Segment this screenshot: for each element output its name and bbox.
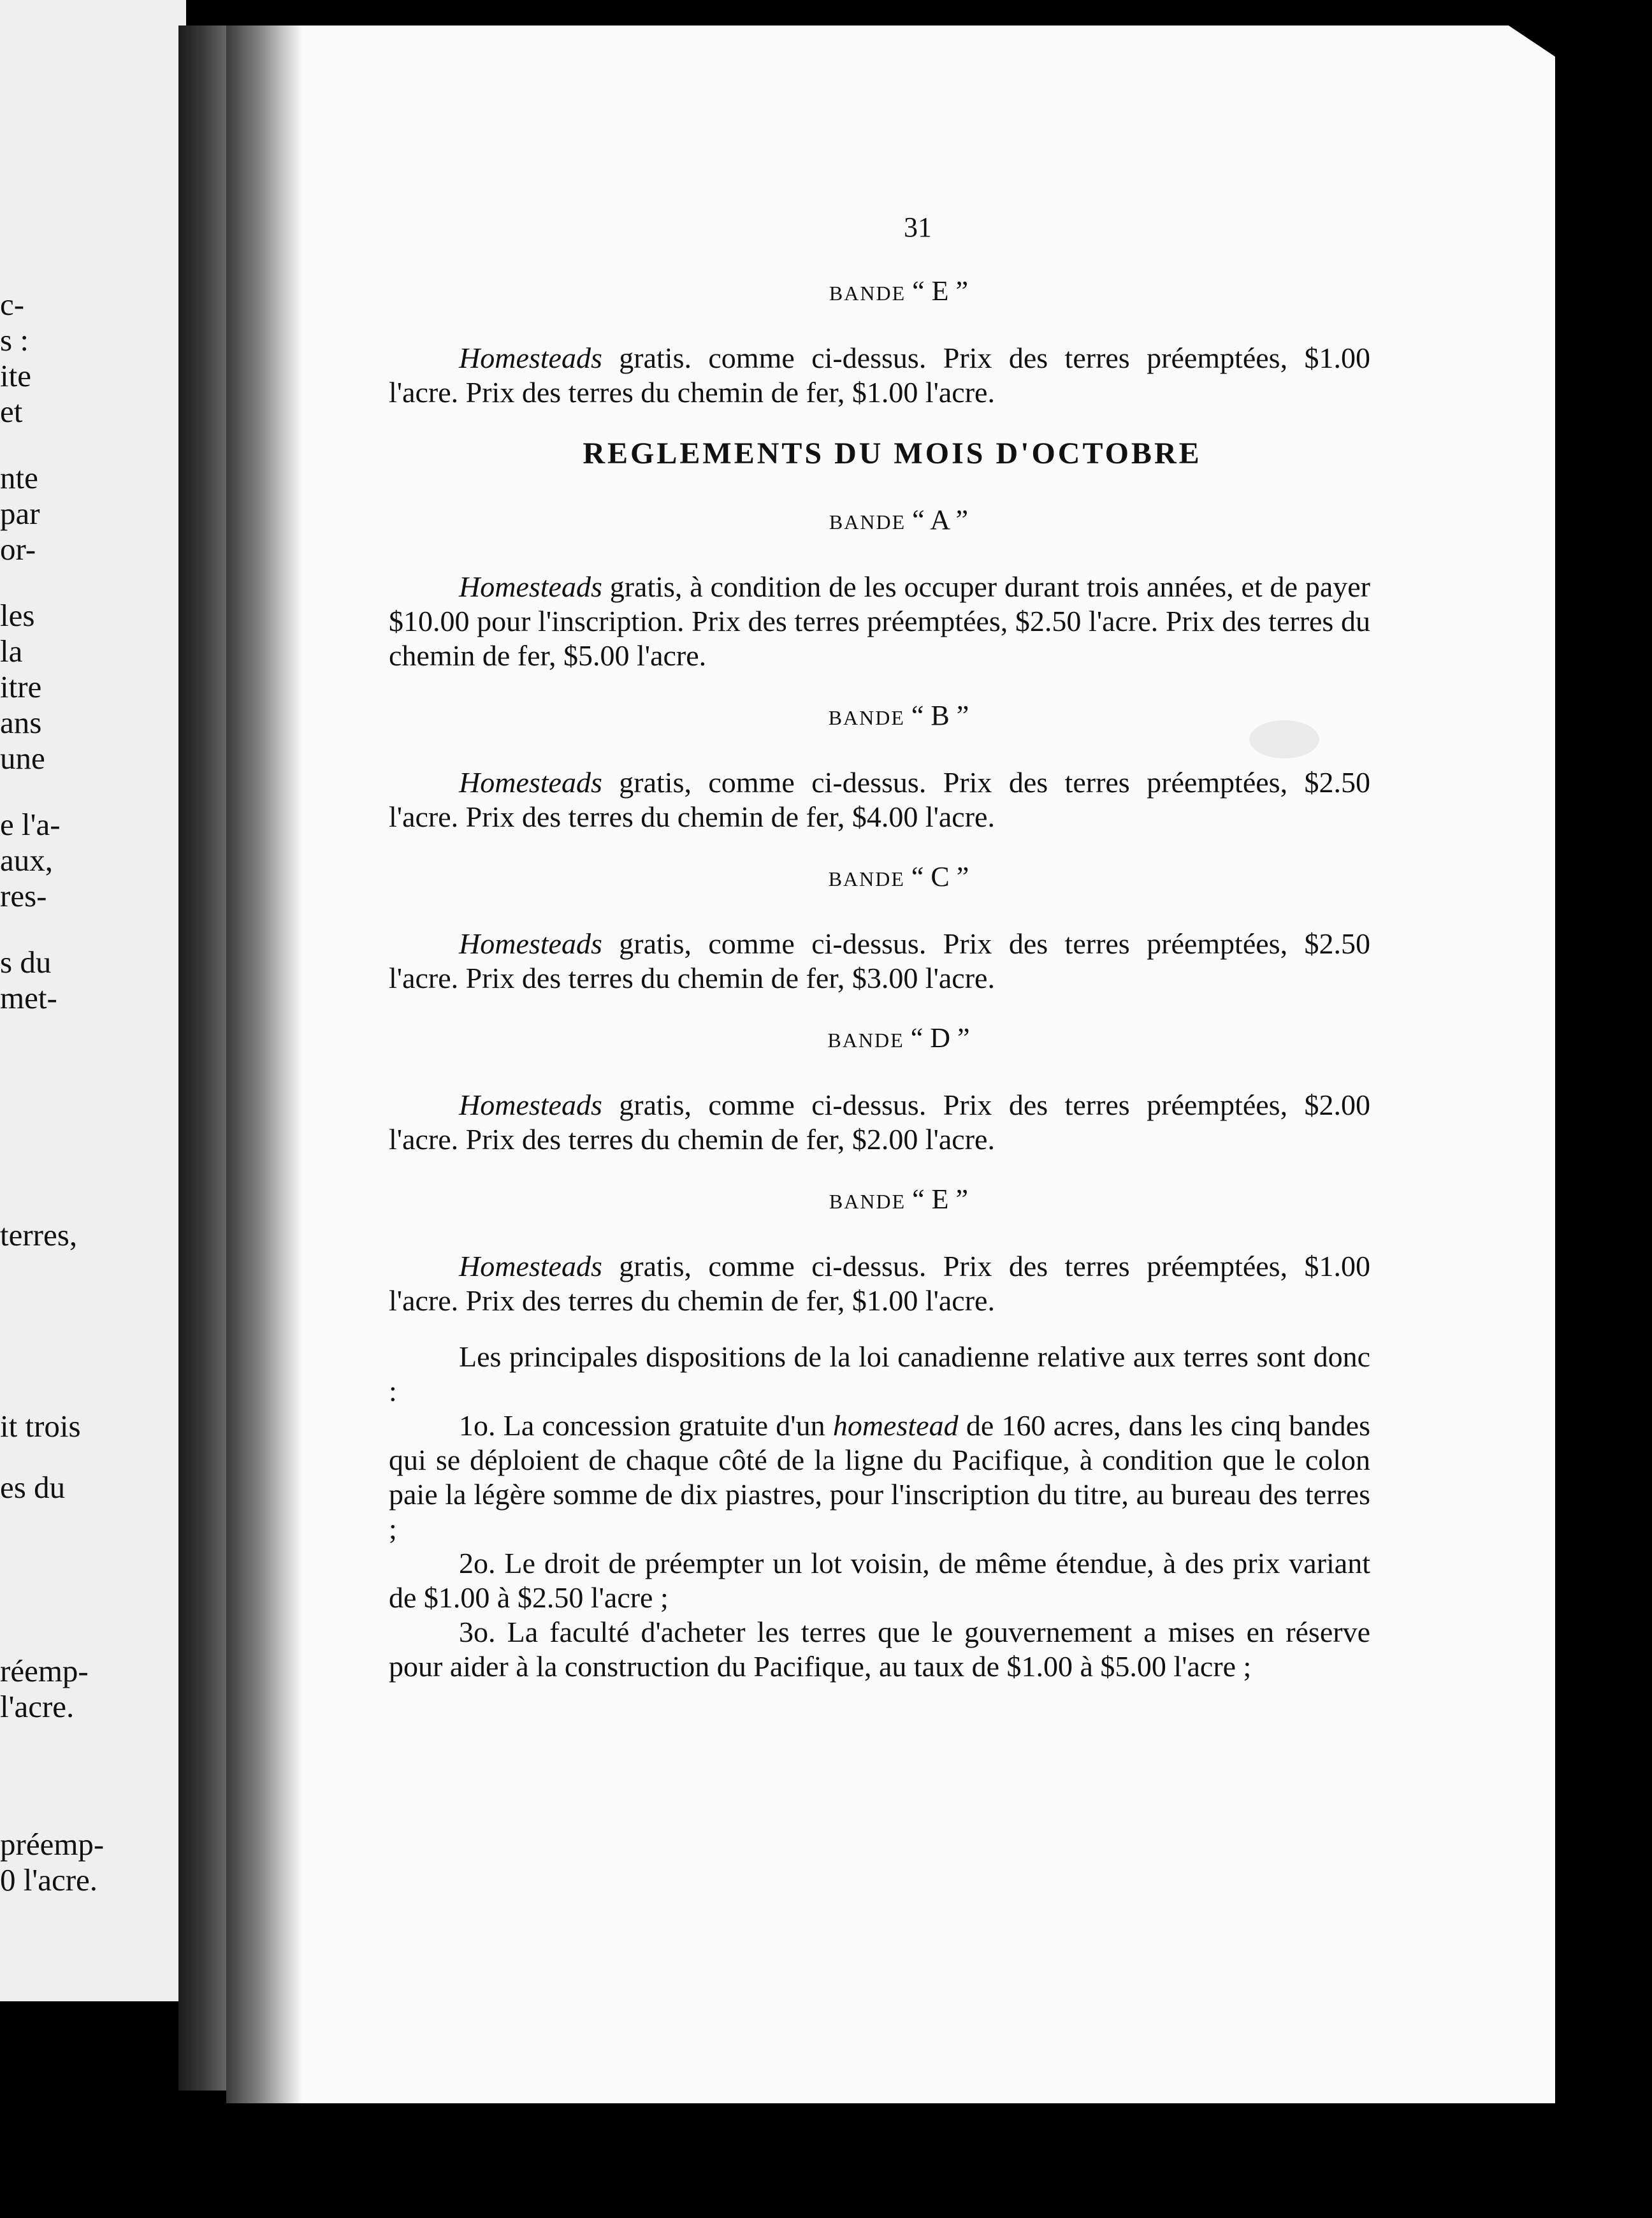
- homesteads-term: Homesteads: [459, 570, 602, 603]
- band-heading: [389, 860, 1370, 896]
- left-page-fragment: e l'a-: [0, 807, 61, 842]
- left-page-fragment: ans: [0, 705, 42, 740]
- left-page-fragment: par: [0, 496, 40, 531]
- paragraph-text: gratis, comme ci-dessus. Prix des terres préemptées, $2.00 l'acre. Prix des terres du chemin de fer, $2.00 l'acre.: [389, 1089, 1370, 1156]
- band-label: BANDE: [828, 867, 905, 890]
- provision-1-a: 1o. La concession gratuite d'un: [459, 1409, 833, 1442]
- band-letter: “ E ”: [912, 1184, 969, 1215]
- closing-intro: Les principales dispositions de la loi canadienne relative aux terres sont donc :: [389, 1340, 1370, 1407]
- provision-1: [389, 1409, 1370, 1546]
- page-content: [389, 210, 1370, 1684]
- left-page-fragment: et: [0, 394, 23, 429]
- paragraph-text: gratis. comme ci-dessus. Prix des terres préemptées, $1.00 l'acre. Prix des terres du chemin de fer, $1.00 l'acre.: [389, 342, 1370, 409]
- paragraph-text: gratis, à condition de les occuper durant trois années, et de payer $10.00 pour l'inscription. Prix des terres préemptées, $2.50 l'acre. Prix des terres du chemin de fer, $5.00 l'acre.: [389, 570, 1370, 672]
- left-page-fragment: la: [0, 634, 23, 669]
- provision-3: 3o. La faculté d'acheter les terres que le gouvernement a mises en réserve pour aider à la construction du Pacifique, au taux de $1.00 à $5.00 l'acre ;: [389, 1616, 1370, 1683]
- band-heading: [389, 1021, 1370, 1057]
- band-label: BANDE: [829, 1190, 906, 1213]
- left-page-fragment: une: [0, 741, 45, 776]
- left-page-fragment: met-: [0, 980, 57, 1015]
- provision-1-italic: homestead: [832, 1409, 959, 1442]
- left-page-fragment: nte: [0, 460, 38, 495]
- band-paragraph: [389, 927, 1370, 996]
- left-page-fragment: res-: [0, 878, 47, 913]
- band-heading: [389, 274, 1370, 310]
- closing-text: [389, 1340, 1370, 1684]
- left-page-fragment: it trois: [0, 1409, 81, 1444]
- paragraph-text: gratis, comme ci-dessus. Prix des terres préemptées, $1.00 l'acre. Prix des terres du chemin de fer, $1.00 l'acre.: [389, 1250, 1370, 1317]
- band-paragraph: [389, 570, 1370, 673]
- left-page-fragment: réemp-: [0, 1653, 89, 1688]
- band-paragraph: [389, 1249, 1370, 1318]
- left-page-fragment: itre: [0, 669, 42, 704]
- band-paragraph: [389, 341, 1370, 410]
- band-label: BANDE: [829, 282, 906, 305]
- band-paragraph: [389, 1088, 1370, 1157]
- left-page-fragment: préemp-: [0, 1827, 105, 1862]
- band-letter: “ B ”: [911, 700, 969, 731]
- left-page-fragment: c-: [0, 287, 25, 322]
- left-page-fragment: aux,: [0, 843, 53, 878]
- left-page-fragment: l'acre.: [0, 1689, 75, 1724]
- homesteads-term: Homesteads: [459, 1250, 602, 1282]
- provision-1-b: de 160 acres, dans les cinq bandes qui se déploient de chaque côté de la ligne du Pacifique, à condition que le colon paie la légère somme de dix piastres, pour l'inscription du titre, au bureau des terres ;: [389, 1409, 1370, 1545]
- band-list: [389, 503, 1370, 1318]
- band-heading: [389, 699, 1370, 735]
- band-letter: “ C ”: [911, 861, 969, 892]
- band-letter: “ E ”: [912, 275, 969, 307]
- homesteads-term: Homesteads: [459, 766, 602, 799]
- paragraph-text: gratis, comme ci-dessus. Prix des terres préemptées, $2.50 l'acre. Prix des terres du chemin de fer, $4.00 l'acre.: [389, 766, 1370, 833]
- homesteads-term: Homesteads: [459, 342, 602, 374]
- band-letter: “ D ”: [910, 1022, 970, 1054]
- page-gutter-shadow: [226, 25, 303, 2103]
- left-page-fragment: s :: [0, 323, 29, 358]
- band-heading: [389, 503, 1370, 539]
- section-title: REGLEMENTS DU MOIS D'OCTOBRE: [583, 437, 1202, 470]
- left-facing-page: [0, 0, 186, 2001]
- provision-2: 2o. Le droit de préempter un lot voisin, de même étendue, à des prix variant de $1.00 à $2.50 l'acre ;: [389, 1547, 1370, 1614]
- band-label: BANDE: [828, 706, 905, 729]
- left-page-fragment: ite: [0, 358, 31, 393]
- paragraph-text: gratis, comme ci-dessus. Prix des terres préemptées, $2.50 l'acre. Prix des terres du chemin de fer, $3.00 l'acre.: [389, 927, 1370, 994]
- band-label: BANDE: [829, 511, 906, 533]
- left-page-fragment: 0 l'acre.: [0, 1862, 98, 1897]
- page-number: 31: [904, 212, 932, 243]
- homesteads-term: Homesteads: [459, 1089, 602, 1121]
- band-heading: [389, 1182, 1370, 1219]
- left-page-fragment: s du: [0, 945, 52, 980]
- homesteads-term: Homesteads: [459, 927, 602, 960]
- left-page-fragment: terres,: [0, 1217, 78, 1252]
- left-page-fragment: les: [0, 598, 35, 633]
- band-letter: “ A ”: [912, 504, 969, 535]
- left-page-fragment: or-: [0, 532, 36, 567]
- left-page-fragment: es du: [0, 1470, 66, 1505]
- band-label: BANDE: [827, 1029, 904, 1052]
- band-paragraph: [389, 765, 1370, 834]
